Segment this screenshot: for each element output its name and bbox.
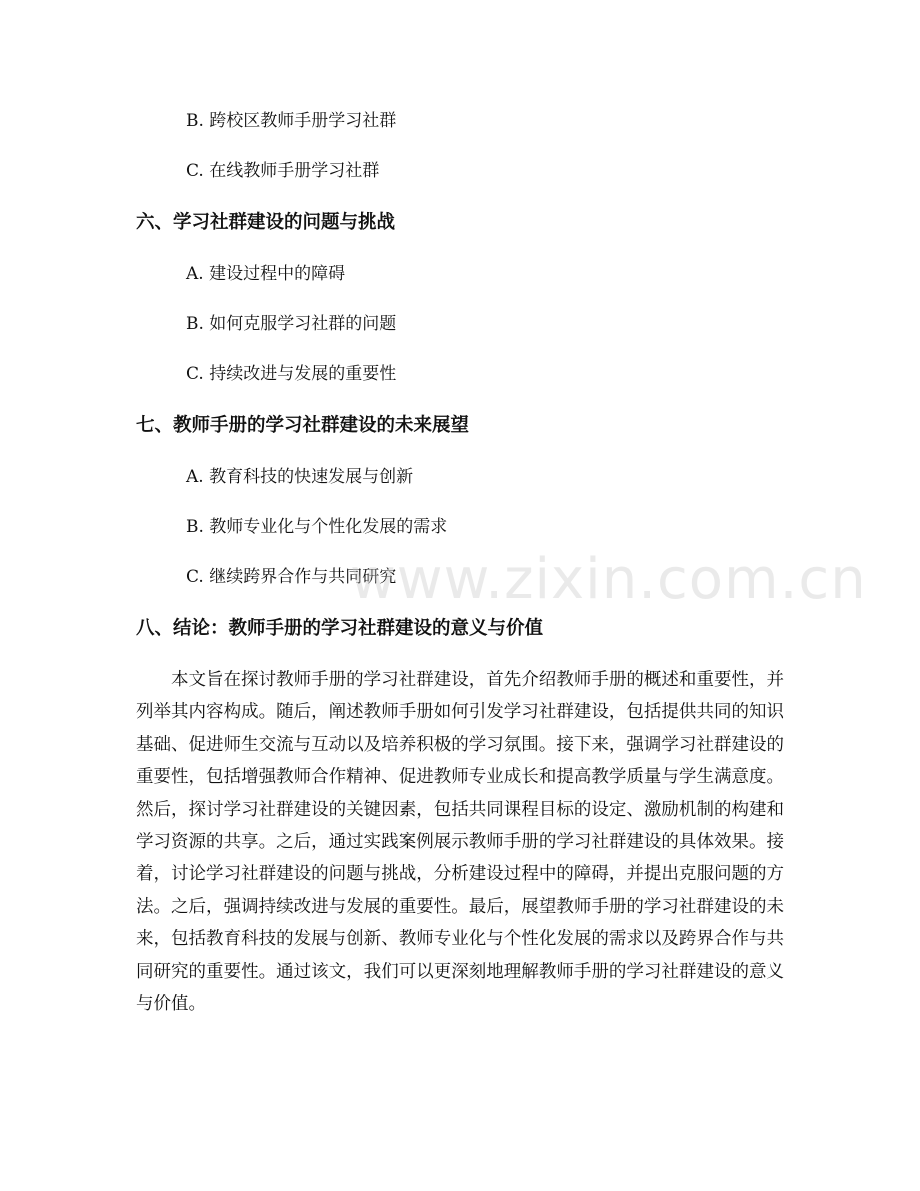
list-item: B. 如何克服学习社群的问题: [186, 314, 397, 334]
list-item: A. 建设过程中的障碍: [186, 264, 346, 284]
section-heading-7: 七、教师手册的学习社群建设的未来展望: [136, 415, 470, 436]
conclusion-paragraph: 本文旨在探讨教师手册的学习社群建设，首先介绍教师手册的概述和重要性，并列举其内容构成。随后，阐述教师手册如何引发学习社群建设，包括提供共同的知识基础、促进师生交流与互动以及培养积极的学习氛围。接下来，强调学习社群建设的重要性，包括增强教师合作精神、促进教师专业成长和提高教学质量与学生满意度。然后，探讨学习社群建设的关键因素，包括共同课程目标的设定、激励机制的构建和学习资源的共享。之后，通过实践案例展示教师手册的学习社群建设的具体效果。接着，讨论学习社群建设的问题与挑战，分析建设过程中的障碍，并提出克服问题的方法。之后，强调持续改进与发展的重要性。最后，展望教师手册的学习社群建设的未来，包括教育科技的发展与创新、教师专业化与个性化发展的需求以及跨界合作与共同研究的重要性。通过该文，我们可以更深刻地理解教师手册的学习社群建设的意义与价值。: [136, 670, 784, 1015]
section-heading-6: 六、学习社群建设的问题与挑战: [136, 212, 396, 233]
list-item: A. 教育科技的快速发展与创新: [186, 467, 414, 487]
list-item: B. 教师专业化与个性化发展的需求: [186, 517, 448, 537]
watermark: www.zixin.com.cn: [350, 547, 867, 612]
section-heading-8: 八、结论：教师手册的学习社群建设的意义与价值: [136, 618, 544, 639]
list-item: B. 跨校区教师手册学习社群: [186, 111, 397, 131]
list-item: C. 在线教师手册学习社群: [186, 161, 380, 181]
list-item: C. 持续改进与发展的重要性: [186, 364, 397, 384]
list-item: C. 继续跨界合作与共同研究: [186, 567, 397, 587]
